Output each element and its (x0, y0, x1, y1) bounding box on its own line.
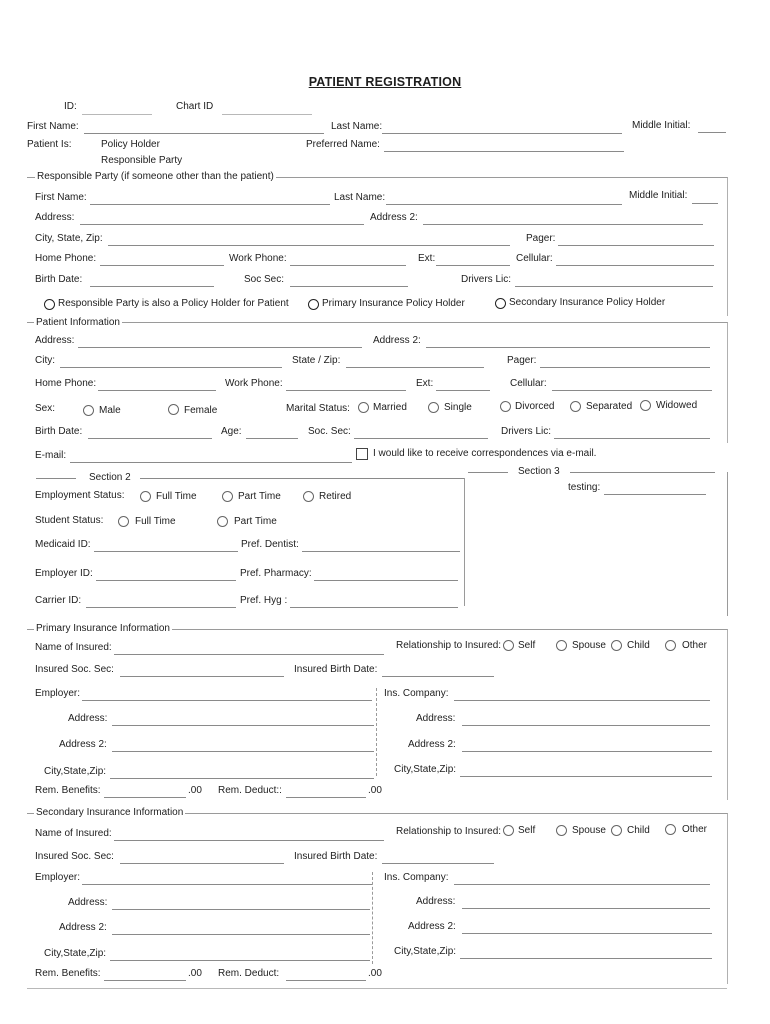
policy-holder-option[interactable]: Policy Holder (101, 139, 160, 150)
sec-insured-soc-sec-label: Insured Soc. Sec: (35, 851, 114, 862)
primary-section-title: Primary Insurance Information (36, 623, 170, 634)
rp-last-name-label: Last Name: (334, 192, 386, 203)
pt-age-label: Age: (221, 426, 242, 437)
employer-id-field[interactable] (96, 580, 236, 581)
middle-initial-label: Middle Initial: (632, 120, 691, 131)
last-name-label: Last Name: (331, 121, 383, 132)
pri-address2-label: Address 2: (59, 739, 107, 750)
sec-self-radio[interactable] (503, 825, 514, 836)
pri-insured-soc-sec-field[interactable] (120, 676, 284, 677)
rp-ext-label: Ext: (418, 253, 436, 264)
pri-employer-label: Employer: (35, 688, 81, 699)
rp-address-label: Address: (35, 212, 75, 223)
rp-middle-initial-label: Middle Initial: (629, 190, 688, 201)
sec-employer-field[interactable] (82, 884, 372, 885)
rp-middle-initial-field[interactable] (692, 203, 718, 204)
pt-cellular-label: Cellular: (510, 378, 547, 389)
rp-home-phone-label: Home Phone: (35, 253, 97, 264)
pri-rem-benefits-value: .00 (188, 785, 202, 796)
pri-self-radio[interactable] (503, 640, 514, 651)
chart-id-field[interactable] (222, 114, 312, 115)
sec-rem-benefits-field[interactable] (104, 980, 186, 981)
pt-sex-label: Sex: (35, 403, 56, 414)
patient-section-title: Patient Information (36, 317, 120, 328)
rp-city-state-zip-field[interactable] (108, 245, 510, 246)
pt-ext-field[interactable] (436, 390, 490, 391)
sec-insured-soc-sec-field[interactable] (120, 863, 284, 864)
sec-address-label: Address: (68, 897, 108, 908)
rp-policy-holder-radio[interactable] (44, 299, 55, 310)
sec-ins-city-state-zip-label: City,State,Zip: (394, 946, 457, 957)
pri-rem-benefits-label: Rem. Benefits: (35, 785, 101, 796)
pri-rem-deduct-field[interactable] (286, 797, 366, 798)
page-title: PATIENT REGISTRATION (308, 75, 462, 89)
pt-single-label: Single (444, 402, 472, 413)
student-status-label: Student Status: (35, 515, 104, 526)
pref-dentist-label: Pref. Dentist: (241, 539, 299, 550)
pri-child-label: Child (627, 640, 650, 651)
rp-ext-field[interactable] (436, 265, 510, 266)
rp-policy-holder-label: Responsible Party is also a Policy Holder for Patient (58, 298, 289, 309)
pt-widowed-label: Widowed (656, 400, 698, 411)
pt-marital-status-label: Marital Status: (286, 403, 350, 414)
employment-part-time-label: Part Time (238, 491, 281, 502)
testing-field[interactable] (604, 494, 706, 495)
pt-home-phone-label: Home Phone: (35, 378, 97, 389)
sec-relationship-label: Relationship to Insured: (396, 826, 502, 837)
pt-married-radio[interactable] (358, 402, 369, 413)
pt-address-label: Address: (35, 335, 75, 346)
pref-dentist-field[interactable] (302, 551, 460, 552)
sec-child-label: Child (627, 825, 650, 836)
sec-ins-city-state-zip-field[interactable] (460, 958, 712, 959)
rp-work-phone-field[interactable] (290, 265, 406, 266)
sec-insured-birth-date-label: Insured Birth Date: (294, 851, 378, 862)
sec-other-label: Other (682, 824, 708, 835)
student-part-time-label: Part Time (234, 516, 277, 527)
responsible-section-title: Responsible Party (if someone other than the patient) (37, 171, 274, 182)
carrier-id-label: Carrier ID: (35, 595, 82, 606)
pt-work-phone-label: Work Phone: (225, 378, 283, 389)
rp-soc-sec-field[interactable] (290, 286, 408, 287)
sec-address2-label: Address 2: (59, 922, 107, 933)
id-label: ID: (64, 101, 77, 112)
pt-separated-radio[interactable] (570, 401, 581, 412)
pt-married-label: Married (373, 402, 407, 413)
sec-insured-birth-date-field[interactable] (382, 863, 494, 864)
pri-insured-birth-date-label: Insured Birth Date: (294, 664, 378, 675)
rp-city-state-zip-label: City, State, Zip: (35, 233, 103, 244)
sec-child-radio[interactable] (611, 825, 622, 836)
pri-city-state-zip-label: City,State,Zip: (44, 766, 107, 777)
rp-drivers-lic-label: Drivers Lic: (461, 274, 512, 285)
pt-pager-field[interactable] (540, 367, 710, 368)
pri-employer-field[interactable] (82, 700, 372, 701)
pt-single-radio[interactable] (428, 402, 439, 413)
pri-rem-deduct-label: Rem. Deduct:: (218, 785, 282, 796)
rp-primary-radio[interactable] (308, 299, 319, 310)
pri-other-radio[interactable] (665, 640, 676, 651)
carrier-id-field[interactable] (86, 607, 236, 608)
sec-self-label: Self (518, 825, 536, 836)
pri-other-label: Other (682, 640, 708, 651)
pri-child-radio[interactable] (611, 640, 622, 651)
rp-birth-date-field[interactable] (90, 286, 214, 287)
pt-ext-label: Ext: (416, 378, 434, 389)
pri-ins-company-label: Ins. Company: (384, 688, 449, 699)
sec-rem-deduct-value: .00 (368, 968, 382, 979)
rp-work-phone-label: Work Phone: (229, 253, 287, 264)
pt-soc-sec-label: Soc. Sec: (308, 426, 351, 437)
pri-ins-address2-label: Address 2: (408, 739, 456, 750)
employment-full-time-label: Full Time (156, 491, 197, 502)
sec-ins-address-label: Address: (416, 896, 456, 907)
section2-divider (464, 478, 465, 606)
pri-address2-field[interactable] (112, 751, 374, 752)
rp-address2-label: Address 2: (370, 212, 418, 223)
sec-ins-address2-field[interactable] (462, 933, 712, 934)
pt-work-phone-field[interactable] (286, 390, 406, 391)
preferred-name-label: Preferred Name: (306, 139, 380, 150)
sec-employer-label: Employer: (35, 872, 81, 883)
rp-birth-date-label: Birth Date: (35, 274, 83, 285)
student-full-time-label: Full Time (135, 516, 176, 527)
id-field[interactable] (82, 114, 152, 115)
sec-rem-benefits-value: .00 (188, 968, 202, 979)
sec-divider (372, 872, 373, 964)
bottom-rule (27, 988, 727, 989)
sec-spouse-label: Spouse (572, 825, 606, 836)
pt-state-zip-label: State / Zip: (292, 355, 341, 366)
pt-divorced-label: Divorced (515, 401, 555, 412)
pri-divider (376, 688, 377, 776)
pri-ins-company-field[interactable] (454, 700, 710, 701)
rp-home-phone-field[interactable] (100, 265, 224, 266)
middle-initial-field[interactable] (698, 132, 726, 133)
sec-ins-address-field[interactable] (462, 908, 710, 909)
pt-birth-date-label: Birth Date: (35, 426, 83, 437)
rp-first-name-field[interactable] (90, 204, 330, 205)
pri-rem-benefits-field[interactable] (104, 797, 186, 798)
patient-is-label: Patient Is: (27, 139, 72, 150)
rp-soc-sec-label: Soc Sec: (244, 274, 285, 285)
pt-divorced-radio[interactable] (500, 401, 511, 412)
sec-rem-deduct-field[interactable] (286, 980, 366, 981)
pri-name-of-insured-field[interactable] (114, 654, 384, 655)
employment-retired-radio[interactable] (303, 491, 314, 502)
pt-pager-label: Pager: (507, 355, 537, 366)
sec-rem-benefits-label: Rem. Benefits: (35, 968, 101, 979)
employer-id-label: Employer ID: (35, 568, 93, 579)
chart-id-label: Chart ID (176, 101, 214, 112)
rp-pager-field[interactable] (558, 245, 714, 246)
pt-female-radio[interactable] (168, 404, 179, 415)
responsible-party-option[interactable]: Responsible Party (101, 155, 183, 166)
student-part-time-radio[interactable] (217, 516, 228, 527)
pt-male-label: Male (99, 405, 121, 416)
pri-self-label: Self (518, 640, 536, 651)
student-full-time-radio[interactable] (118, 516, 129, 527)
pt-widowed-radio[interactable] (640, 400, 651, 411)
pri-ins-address-field[interactable] (462, 725, 710, 726)
secondary-section-title: Secondary Insurance Information (36, 807, 184, 818)
pri-insured-birth-date-field[interactable] (382, 676, 494, 677)
pri-ins-address2-field[interactable] (462, 751, 712, 752)
pt-male-radio[interactable] (83, 405, 94, 416)
pri-ins-city-state-zip-label: City,State,Zip: (394, 764, 457, 775)
sec-city-state-zip-field[interactable] (110, 960, 370, 961)
rp-secondary-radio[interactable] (495, 298, 506, 309)
rp-cellular-field[interactable] (556, 265, 714, 266)
pt-female-label: Female (184, 405, 218, 416)
pt-home-phone-field[interactable] (98, 390, 216, 391)
section3-line-left (468, 472, 508, 473)
pri-spouse-radio[interactable] (556, 640, 567, 651)
pri-ins-address-label: Address: (416, 713, 456, 724)
rp-primary-label: Primary Insurance Policy Holder (322, 298, 465, 309)
pt-address-field[interactable] (78, 347, 362, 348)
pt-state-zip-field[interactable] (346, 367, 484, 368)
rp-last-name-field[interactable] (386, 204, 622, 205)
pref-pharmacy-label: Pref. Pharmacy: (240, 568, 312, 579)
section2-line-right (140, 478, 464, 479)
pt-email-field[interactable] (70, 462, 352, 463)
pt-city-label: City: (35, 355, 55, 366)
pt-separated-label: Separated (586, 401, 633, 412)
first-name-label: First Name: (27, 121, 79, 132)
pt-drivers-lic-field[interactable] (554, 438, 710, 439)
sec-address-field[interactable] (112, 909, 370, 910)
section3-right-border (727, 472, 728, 616)
sec-ins-company-label: Ins. Company: (384, 872, 449, 883)
last-name-field[interactable] (382, 133, 622, 134)
pt-address2-label: Address 2: (373, 335, 421, 346)
sec-rem-deduct-label: Rem. Deduct: (218, 968, 280, 979)
medicaid-id-field[interactable] (94, 551, 238, 552)
pt-birth-date-field[interactable] (88, 438, 212, 439)
employment-retired-label: Retired (319, 491, 352, 502)
testing-label: testing: (568, 482, 601, 493)
sec-address2-field[interactable] (112, 934, 370, 935)
sec-name-of-insured-field[interactable] (114, 840, 384, 841)
employment-full-time-radio[interactable] (140, 491, 151, 502)
pri-address-field[interactable] (112, 725, 374, 726)
rp-drivers-lic-field[interactable] (515, 286, 713, 287)
first-name-field[interactable] (84, 133, 324, 134)
pt-email-label: E-mail: (35, 450, 67, 461)
preferred-name-field[interactable] (384, 151, 624, 152)
pt-cellular-field[interactable] (552, 390, 712, 391)
rp-secondary-label: Secondary Insurance Policy Holder (509, 297, 666, 308)
pri-rem-deduct-value: .00 (368, 785, 382, 796)
pt-city-field[interactable] (60, 367, 282, 368)
section2-line-left (36, 478, 76, 479)
sec-spouse-radio[interactable] (556, 825, 567, 836)
medicaid-id-label: Medicaid ID: (35, 539, 91, 550)
pt-drivers-lic-label: Drivers Lic: (501, 426, 552, 437)
sec-ins-address2-label: Address 2: (408, 921, 456, 932)
rp-pager-label: Pager: (526, 233, 556, 244)
employment-status-label: Employment Status: (35, 490, 125, 501)
pt-age-field[interactable] (246, 438, 298, 439)
sec-ins-company-field[interactable] (454, 884, 710, 885)
sec-city-state-zip-label: City,State,Zip: (44, 948, 107, 959)
section3-line-right (570, 472, 715, 473)
employment-part-time-radio[interactable] (222, 491, 233, 502)
pri-name-of-insured-label: Name of Insured: (35, 642, 112, 653)
rp-cellular-label: Cellular: (516, 253, 553, 264)
pt-email-opt-checkbox[interactable] (356, 448, 368, 460)
rp-first-name-label: First Name: (35, 192, 87, 203)
section2-title: Section 2 (89, 472, 131, 483)
pt-email-opt-label: I would like to receive correspondences via e-mail. (373, 448, 597, 459)
sec-other-radio[interactable] (665, 824, 676, 835)
pri-ins-city-state-zip-field[interactable] (460, 776, 712, 777)
pri-spouse-label: Spouse (572, 640, 606, 651)
pt-address2-field[interactable] (426, 347, 710, 348)
rp-address2-field[interactable] (423, 224, 703, 225)
pref-hyg-field[interactable] (290, 607, 458, 608)
pt-soc-sec-field[interactable] (354, 438, 488, 439)
pri-insured-soc-sec-label: Insured Soc. Sec: (35, 664, 114, 675)
section3-title: Section 3 (518, 466, 560, 477)
rp-address-field[interactable] (80, 224, 364, 225)
pri-relationship-label: Relationship to Insured: (396, 640, 502, 651)
sec-name-of-insured-label: Name of Insured: (35, 828, 112, 839)
pri-address-label: Address: (68, 713, 108, 724)
pref-hyg-label: Pref. Hyg : (240, 595, 288, 606)
pref-pharmacy-field[interactable] (314, 580, 458, 581)
pri-city-state-zip-field[interactable] (110, 778, 374, 779)
